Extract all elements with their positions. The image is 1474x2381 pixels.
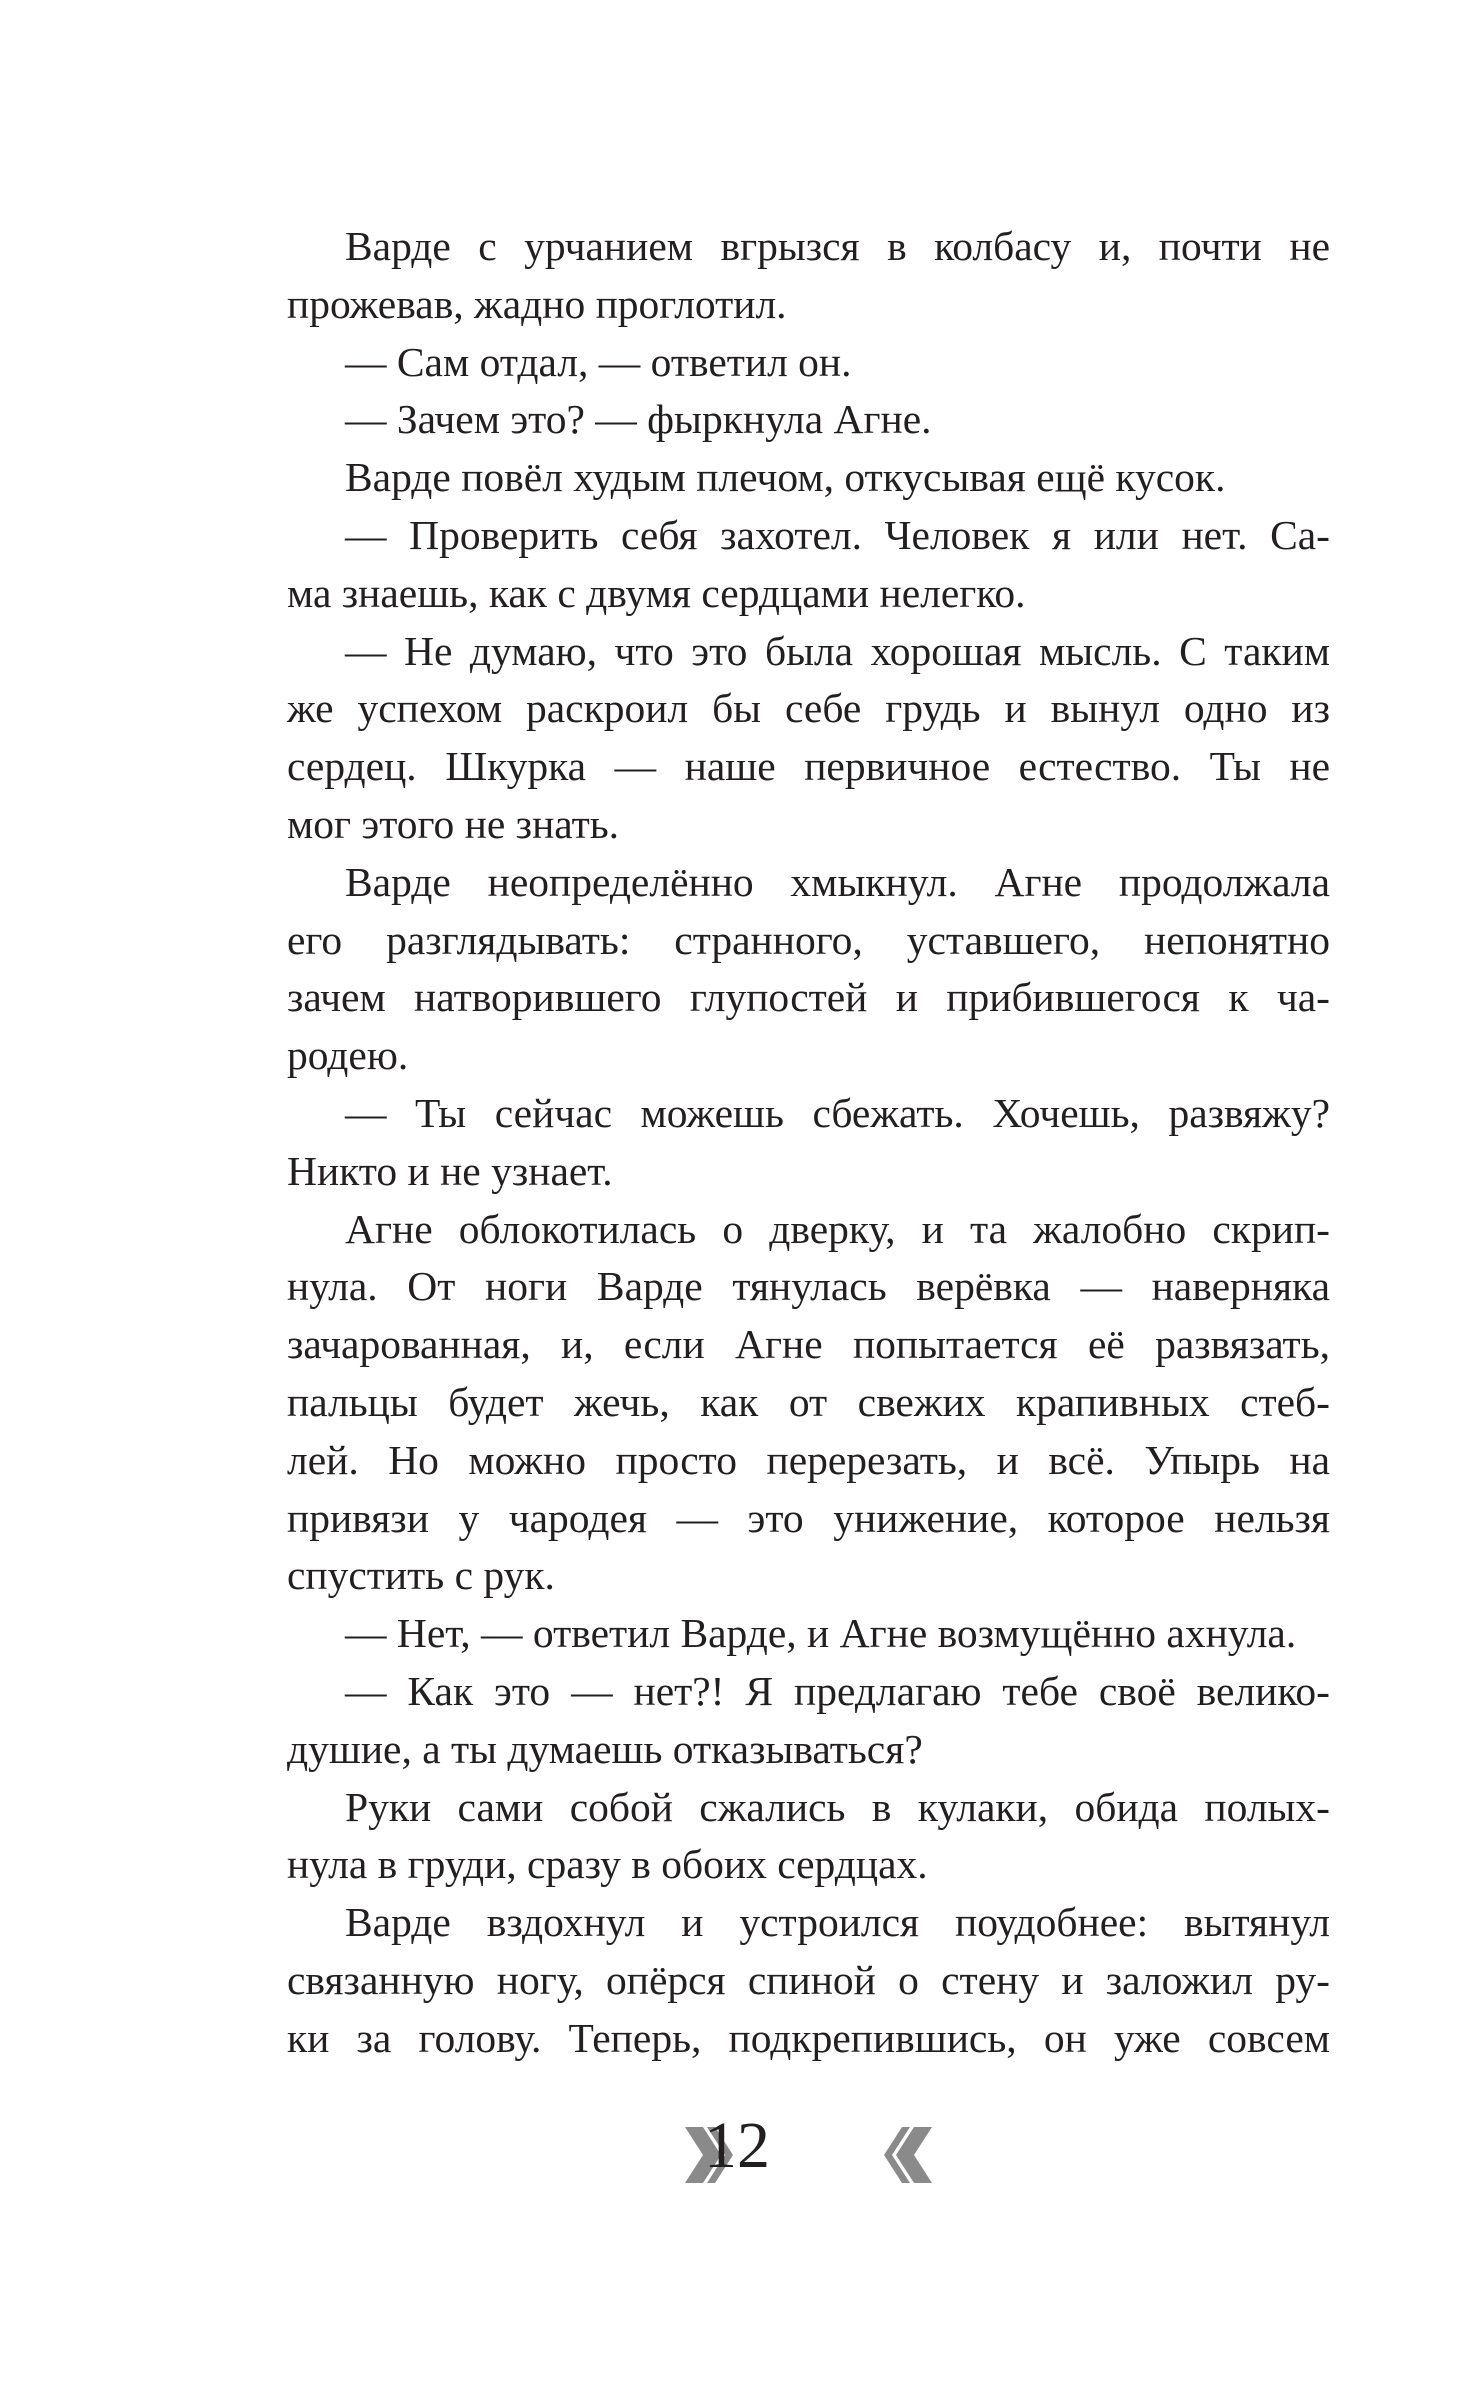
text-line: привязи у чародея — это унижение, которое нельзя [287, 1494, 1330, 1541]
text-line: ма знаешь, как с двумя сердцами нелегко. [287, 569, 1026, 616]
text-line: связанную ногу, опёрся спиной о стену и заложил ру- [287, 1956, 1330, 2003]
text-line: же успехом раскроил бы себе грудь и вынул одно из [287, 685, 1330, 732]
paragraph [287, 507, 1330, 623]
text-line: Варде вздохнул и устроился поудобнее: вытянул [345, 1899, 1330, 1946]
body-text [287, 218, 1330, 2068]
text-line: Руки сами собой сжались в кулаки, обида полых- [345, 1783, 1330, 1830]
text-line: Варде с урчанием вгрызся в колбасу и, почти не [345, 223, 1330, 269]
text-line: спустить с рук. [287, 1552, 555, 1599]
paragraph [287, 449, 1330, 507]
text-line: — Ты сейчас можешь сбежать. Хочешь, развяжу? [345, 1089, 1330, 1136]
paragraph [287, 854, 1330, 1085]
text-line: Варде повёл худым плечом, откусывая ещё кусок. [345, 454, 1226, 501]
text-line: нула в груди, сразу в обоих сердцах. [287, 1841, 928, 1888]
text-line: ки за голову. Теперь, подкрепившись, он уже совсем [287, 2014, 1330, 2061]
paragraph [287, 1201, 1330, 1606]
text-line: мог этого не знать. [287, 800, 620, 847]
text-line: — Как это — нет?! Я предлагаю тебе своё велико- [345, 1667, 1330, 1714]
text-line: прожевав, жадно проглотил. [287, 280, 787, 327]
chevron-left-ornament-icon [876, 2127, 932, 2183]
text-line: зачарованная, и, если Агне попытается её развязать, [287, 1321, 1330, 1368]
text-line: Агне облокотилась о дверку, и та жалобно скрип- [345, 1205, 1330, 1252]
text-line: пальцы будет жечь, как от свежих крапивных стеб- [287, 1378, 1330, 1425]
text-line: — Не думаю, что это была хорошая мысль. С таким [345, 627, 1330, 674]
text-line: лей. Но можно просто перерезать, и всё. Упырь на [287, 1436, 1330, 1483]
text-line: — Зачем это? — фыркнула Агне. [345, 396, 932, 443]
text-line: Варде неопределённо хмыкнул. Агне продолжала [345, 858, 1330, 905]
paragraph [287, 623, 1330, 854]
paragraph [287, 1894, 1330, 2067]
page-number: 12 [704, 2109, 770, 2182]
text-line: нула. От ноги Варде тянулась верёвка — наверняка [287, 1263, 1330, 1310]
paragraph [287, 1663, 1330, 1779]
text-line: — Сам отдал, — ответил он. [345, 338, 852, 385]
text-line: его разглядывать: странного, уставшего, непонятно [287, 916, 1330, 963]
text-line: Никто и не узнает. [287, 1147, 613, 1194]
paragraph [287, 1779, 1330, 1895]
paragraph [287, 218, 1330, 334]
text-line: родею. [287, 1032, 409, 1079]
paragraph [287, 334, 1330, 392]
paragraph [287, 391, 1330, 449]
text-line: — Нет, — ответил Варде, и Агне возмущённо ахнула. [345, 1610, 1297, 1657]
text-line: — Проверить себя захотел. Человек я или нет. Са- [345, 511, 1330, 558]
text-line: сердец. Шкурка — наше первичное естество. Ты не [287, 743, 1330, 790]
page-footer [0, 2105, 1474, 2205]
paragraph [287, 1085, 1330, 1201]
text-line: душие, а ты думаешь отказываться? [287, 1725, 923, 1772]
paragraph [287, 1605, 1330, 1663]
text-line: зачем натворившего глупостей и прибившегося к ча- [287, 974, 1330, 1021]
